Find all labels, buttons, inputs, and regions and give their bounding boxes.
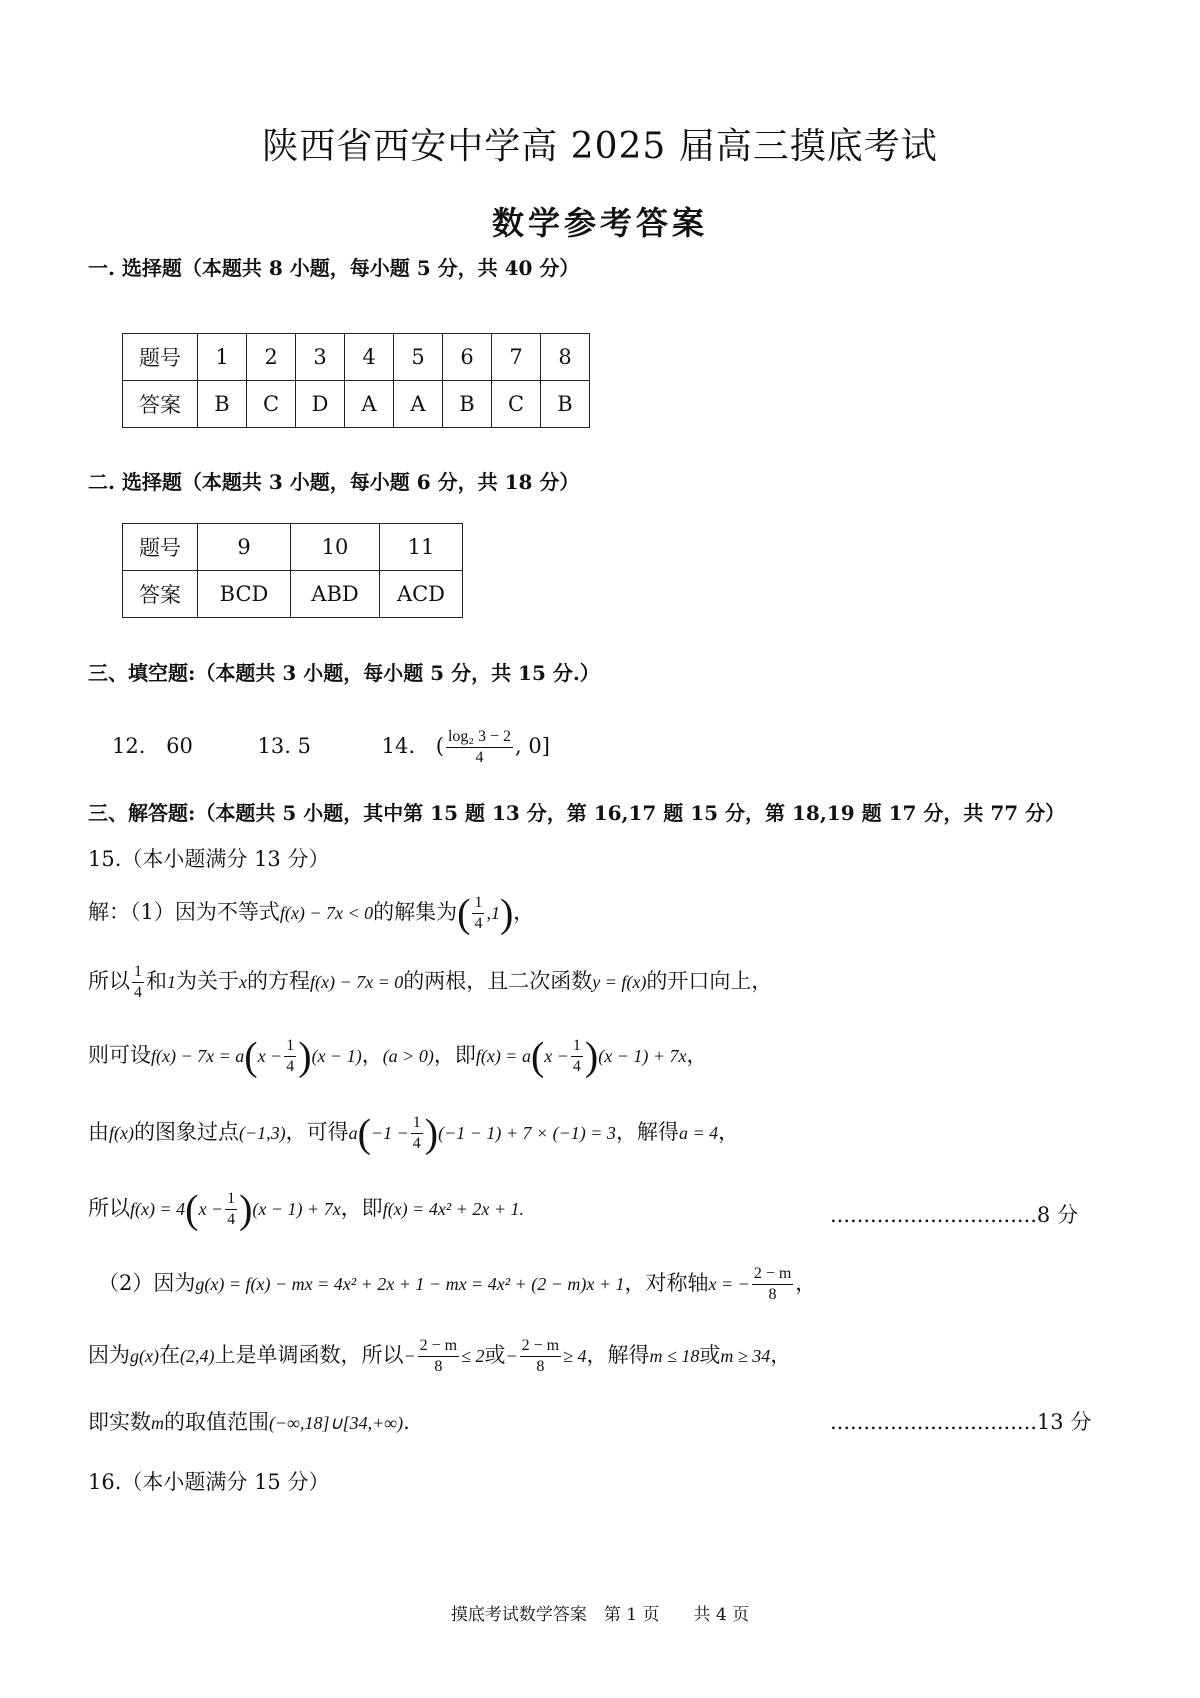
left-paren: ( <box>185 1186 199 1232</box>
section1-heading: 一. 选择题（本题共 8 小题，每小题 5 分，共 40 分） <box>88 256 580 280</box>
fraction <box>520 1336 561 1377</box>
answer-cell: C <box>247 381 296 428</box>
math-expr: ≥ 4 <box>563 1346 587 1366</box>
fraction-denominator: 8 <box>536 1358 545 1375</box>
text: 解：（1）因为不等式 <box>88 900 280 924</box>
fraction-numerator: 1 <box>571 1036 583 1057</box>
math-expr: (x − 1) + 7x <box>598 1046 687 1066</box>
row-label: 题号 <box>123 334 198 381</box>
left-paren: ( <box>357 1110 371 1156</box>
answer-cell: ACD <box>380 571 463 618</box>
section2-heading: 二. 选择题（本题共 3 小题，每小题 6 分，共 18 分） <box>88 470 580 494</box>
text: 在 <box>158 1343 180 1367</box>
problem16-title: 16.（本小题满分 15 分） <box>88 1470 330 1494</box>
fraction-numerator: 1 <box>284 1036 296 1057</box>
fraction-numerator: 1 <box>411 1113 423 1134</box>
math-expr: f(x) − 7x < 0 <box>279 903 374 923</box>
math-expr: f(x) = a <box>475 1046 531 1066</box>
solution-line-5 <box>88 1186 1078 1232</box>
math-expr: x − <box>257 1046 283 1066</box>
left-paren: ( <box>244 1033 258 1079</box>
math-expr: f(x) = 4x² + 2x + 1. <box>382 1199 524 1219</box>
math-expr: (−1 − 1) + 7 × (−1) = 3 <box>438 1123 616 1143</box>
math-expr: m ≥ 34 <box>720 1346 771 1366</box>
question-number: 8 <box>541 334 590 381</box>
text: ，即 <box>433 1043 476 1067</box>
text: 和 <box>146 969 167 993</box>
solution-line-1 <box>88 890 535 936</box>
math-expr: (x − 1) + 7x <box>252 1199 341 1219</box>
answer-cell: C <box>492 381 541 428</box>
fraction-denominator: 4 <box>572 1058 581 1075</box>
answer-cell: D <box>296 381 345 428</box>
fraction <box>418 1336 459 1377</box>
question-number: 11 <box>380 524 463 571</box>
question-number: 7 <box>492 334 541 381</box>
text: 上是单调函数，所以 <box>214 1343 404 1367</box>
question-number: 1 <box>198 334 247 381</box>
math-expr: a <box>348 1123 358 1143</box>
fraction-numerator: 1 <box>132 962 144 983</box>
math-expr: g(x) <box>130 1346 159 1366</box>
text: ，对称轴 <box>624 1271 709 1295</box>
math-expr: 1 <box>167 972 176 992</box>
math-expr: x <box>239 972 247 992</box>
score-marker: ...............................13 分 <box>830 1410 1092 1434</box>
math-expr: (2,4) <box>179 1346 215 1366</box>
fraction-numerator: 2 − m <box>752 1264 793 1285</box>
minus-sign: − <box>403 1346 416 1366</box>
page-footer: 摸底考试数学答案 第 1 页 共 4 页 <box>450 1605 750 1625</box>
text: 即实数 <box>88 1410 151 1434</box>
page-subtitle: 数学参考答案 <box>491 204 708 242</box>
math-expr: (a > 0) <box>382 1046 434 1066</box>
math-expr: y = f(x) <box>592 972 647 992</box>
page-title: 陕西省西安中学高 2025 届高三摸底考试 <box>262 126 938 167</box>
text: 由 <box>88 1120 109 1144</box>
text: 的图象过点 <box>133 1120 239 1144</box>
answer-table-1 <box>122 333 590 428</box>
solution-line-2 <box>88 962 772 1003</box>
answer-cell: A <box>394 381 443 428</box>
math-expr: a = 4 <box>678 1123 719 1143</box>
math-expr: x = − <box>708 1274 750 1294</box>
answer-table-2 <box>122 523 463 618</box>
right-paren: ) <box>499 890 514 936</box>
fraction-numerator: 1 <box>472 893 484 914</box>
answer-cell: B <box>443 381 492 428</box>
fraction-denominator: 4 <box>227 1211 236 1228</box>
text: 的两根，且二次函数 <box>403 969 593 993</box>
fraction-numerator: log₂ 3 − 2 <box>446 727 513 748</box>
math-expr: f(x) = 4 <box>130 1199 186 1219</box>
math-expr: f(x) − 7x = a <box>151 1046 245 1066</box>
answer-cell: BCD <box>198 571 291 618</box>
score-marker: ...............................8 分 <box>830 1203 1078 1227</box>
section4-heading: 三、解答题:（本题共 5 小题，其中第 15 题 13 分，第 16,17 题 15 分，第 18,19 题 17 分，共 77 分） <box>88 801 1066 825</box>
math-expr: ≤ 2 <box>461 1346 485 1366</box>
text: ， <box>361 1043 383 1067</box>
table-row-answers <box>123 381 590 428</box>
fraction <box>284 1036 296 1077</box>
answer-cell: ABD <box>291 571 380 618</box>
fraction <box>571 1036 583 1077</box>
text: 的解集为 <box>373 900 458 924</box>
fraction <box>132 962 144 1003</box>
fraction-denominator: 4 <box>412 1135 421 1152</box>
problem15-title: 15.（本小题满分 13 分） <box>88 847 330 871</box>
math-expr: m <box>151 1413 164 1433</box>
fill-in-answers <box>112 727 550 768</box>
q14-fraction <box>446 727 513 768</box>
q14-number: 14. <box>381 734 416 758</box>
answer-cell: A <box>345 381 394 428</box>
question-number: 2 <box>247 334 296 381</box>
text: 或 <box>484 1343 506 1367</box>
text: ， <box>686 1043 708 1067</box>
math-expr: x − <box>544 1046 569 1066</box>
solution-line-8 <box>88 1406 1092 1436</box>
text: ， <box>770 1343 792 1367</box>
text: 则可设 <box>88 1043 151 1067</box>
fraction <box>752 1264 793 1305</box>
math-expr: (−∞,18]∪[34,+∞) <box>269 1413 404 1433</box>
solution-line-7 <box>88 1336 791 1377</box>
left-paren: ( <box>530 1033 545 1079</box>
text: ， <box>795 1271 817 1295</box>
minus-sign: − <box>505 1346 518 1366</box>
math-expr: g(x) = f(x) − mx = 4x² + 2x + 1 − mx = 4x² + (2 − m)x + 1 <box>195 1274 625 1294</box>
text: ， <box>718 1120 740 1144</box>
left-paren: ( <box>457 890 471 936</box>
row-label: 答案 <box>123 571 198 618</box>
text: ，解得 <box>586 1343 650 1367</box>
answer-cell: B <box>198 381 247 428</box>
question-number: 6 <box>443 334 492 381</box>
text: 为关于 <box>176 969 239 993</box>
fraction-denominator: 4 <box>475 749 484 766</box>
fraction <box>472 893 484 934</box>
text: 的方程 <box>247 969 310 993</box>
math-expr: x − <box>198 1199 224 1219</box>
question-number: 5 <box>394 334 443 381</box>
row-label: 题号 <box>123 524 198 571</box>
text: . <box>403 1410 410 1434</box>
math-expr: m ≤ 18 <box>649 1346 700 1366</box>
q12-answer: 60 <box>166 734 193 758</box>
question-number: 3 <box>296 334 345 381</box>
right-paren: ) <box>298 1033 312 1079</box>
math-expr: (−1,3) <box>238 1123 286 1143</box>
row-label: 答案 <box>123 381 198 428</box>
q13-answer: 13. 5 <box>257 734 311 758</box>
q12-number: 12. <box>112 734 146 758</box>
text: 的开口向上， <box>646 969 773 993</box>
text: ，解得 <box>615 1120 679 1144</box>
table-row-answers <box>123 571 463 618</box>
fraction <box>225 1189 237 1230</box>
text: （2）因为 <box>98 1271 196 1295</box>
right-paren: ) <box>424 1110 439 1156</box>
text: ，可得 <box>285 1120 349 1144</box>
fraction-numerator: 1 <box>225 1189 237 1210</box>
text: 所以 <box>88 969 130 993</box>
right-paren: ) <box>584 1033 599 1079</box>
right-paren: ) <box>239 1186 253 1232</box>
text: ， <box>513 900 535 924</box>
fraction-numerator: 2 − m <box>520 1336 561 1357</box>
math-expr: (x − 1) <box>311 1046 362 1066</box>
solution-line-6 <box>98 1264 816 1305</box>
math-expr: f(x) − 7x = 0 <box>310 972 404 992</box>
solution-line-4 <box>88 1110 740 1156</box>
fraction-numerator: 2 − m <box>418 1336 459 1357</box>
q14-open: ( <box>435 734 444 758</box>
question-number: 4 <box>345 334 394 381</box>
fraction-denominator: 4 <box>474 915 483 932</box>
solution-line-3 <box>88 1033 708 1079</box>
section3-heading: 三、填空题:（本题共 3 小题，每小题 5 分，共 15 分.） <box>88 661 600 685</box>
math-expr: −1 − <box>370 1123 409 1143</box>
question-number: 10 <box>291 524 380 571</box>
text: 所以 <box>88 1196 130 1220</box>
table-row-questions <box>123 334 590 381</box>
fraction-denominator: 8 <box>434 1358 443 1375</box>
text: 或 <box>699 1343 721 1367</box>
math-expr: f(x) <box>109 1123 134 1143</box>
text: ，即 <box>340 1196 383 1220</box>
fraction-denominator: 8 <box>768 1286 777 1303</box>
fraction-denominator: 4 <box>286 1058 295 1075</box>
answer-cell: B <box>541 381 590 428</box>
text: 因为 <box>88 1343 130 1367</box>
table-row-questions <box>123 524 463 571</box>
fraction <box>411 1113 423 1154</box>
math-expr: ,1 <box>486 903 500 923</box>
q14-close: , 0] <box>514 734 550 758</box>
text: 的取值范围 <box>164 1410 269 1434</box>
question-number: 9 <box>198 524 291 571</box>
fraction-denominator: 4 <box>134 984 142 1001</box>
